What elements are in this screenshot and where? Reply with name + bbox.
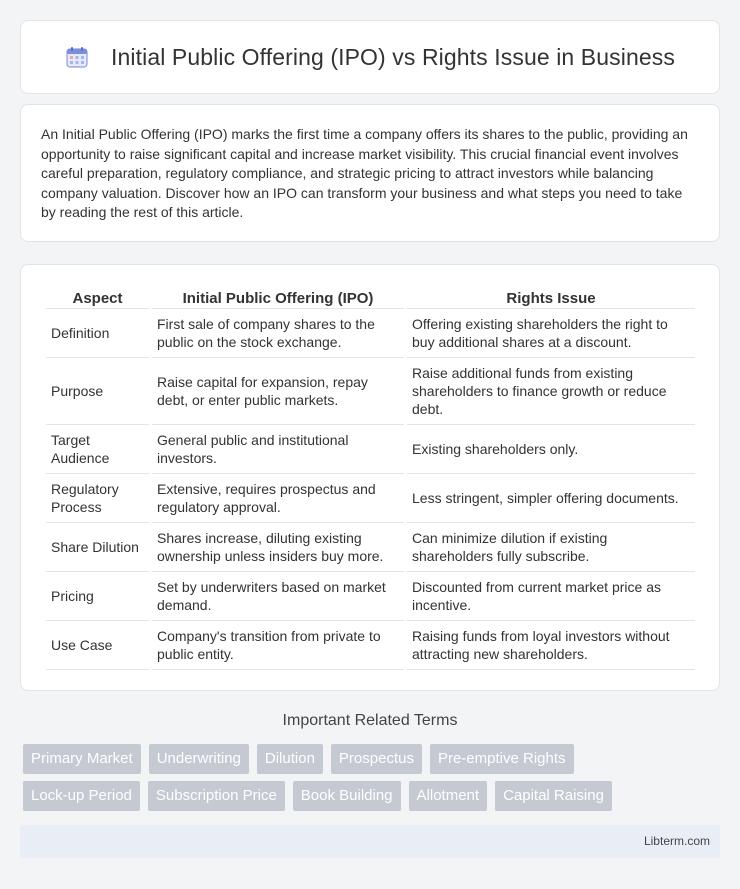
page-title: Initial Public Offering (IPO) vs Rights Issue in Business <box>111 43 675 70</box>
tag-dilution[interactable]: Dilution <box>257 744 323 774</box>
table-row <box>46 309 695 358</box>
footer-brand-link[interactable]: Libterm.com <box>643 834 710 848</box>
ipo-cell: First sale of company shares to the public on the stock exchange. <box>152 309 404 358</box>
rights-cell: Existing shareholders only. <box>407 425 695 474</box>
calendar-icon <box>65 45 89 69</box>
tag-book-building[interactable]: Book Building <box>293 781 401 811</box>
ipo-cell: Raise capital for expansion, repay debt, or enter public markets. <box>152 358 404 425</box>
rights-cell: Can minimize dilution if existing shareholders fully subscribe. <box>407 523 695 572</box>
tag-underwriting[interactable]: Underwriting <box>149 744 249 774</box>
intro-card <box>20 104 720 242</box>
table-header-row <box>46 283 695 309</box>
comparison-table <box>43 283 698 670</box>
footer <box>20 825 720 858</box>
related-terms-title: Important Related Terms <box>282 712 458 729</box>
tag-subscription-price[interactable]: Subscription Price <box>148 781 285 811</box>
tag-lock-up-period[interactable]: Lock-up Period <box>23 781 140 811</box>
table-row <box>46 621 695 670</box>
header-ipo: Initial Public Offering (IPO) <box>152 283 404 309</box>
rights-cell: Less stringent, simpler offering documents. <box>407 474 695 523</box>
ipo-cell: General public and institutional investors. <box>152 425 404 474</box>
table-row <box>46 474 695 523</box>
tag-capital-raising[interactable]: Capital Raising <box>495 781 612 811</box>
ipo-cell: Company's transition from private to public entity. <box>152 621 404 670</box>
ipo-cell: Extensive, requires prospectus and regulatory approval. <box>152 474 404 523</box>
tag-allotment[interactable]: Allotment <box>409 781 488 811</box>
tag-pre-emptive-rights[interactable]: Pre-emptive Rights <box>430 744 574 774</box>
aspect-cell: Target Audience <box>46 425 149 474</box>
table-row <box>46 572 695 621</box>
ipo-cell: Set by underwriters based on market demand. <box>152 572 404 621</box>
table-row <box>46 425 695 474</box>
comparison-card <box>20 264 720 691</box>
rights-cell: Offering existing shareholders the right to buy additional shares at a discount. <box>407 309 695 358</box>
aspect-cell: Share Dilution <box>46 523 149 572</box>
related-terms-row-2 <box>23 781 723 811</box>
tag-prospectus[interactable]: Prospectus <box>331 744 422 774</box>
rights-cell: Discounted from current market price as incentive. <box>407 572 695 621</box>
aspect-cell: Pricing <box>46 572 149 621</box>
intro-paragraph: An Initial Public Offering (IPO) marks the first time a company offers its shares to the public, providing an opportunity to raise significant capital and increase market visibility. This crucial financial event involves careful preparation, regulatory compliance, and strategic pricing to attract investors while balancing company valuation. Discover how an IPO can transform your business and what steps you need to take by reading the rest of this article. <box>41 126 688 221</box>
ipo-cell: Shares increase, diluting existing ownership unless insiders buy more. <box>152 523 404 572</box>
rights-cell: Raise additional funds from existing shareholders to finance growth or reduce debt. <box>407 358 695 425</box>
header-card <box>20 20 720 94</box>
table-row <box>46 358 695 425</box>
aspect-cell: Purpose <box>46 358 149 425</box>
header-rights-issue: Rights Issue <box>407 283 695 309</box>
table-row <box>46 523 695 572</box>
aspect-cell: Regulatory Process <box>46 474 149 523</box>
tag-primary-market[interactable]: Primary Market <box>23 744 141 774</box>
related-terms-row-1 <box>23 744 723 774</box>
aspect-cell: Use Case <box>46 621 149 670</box>
rights-cell: Raising funds from loyal investors without attracting new shareholders. <box>407 621 695 670</box>
aspect-cell: Definition <box>46 309 149 358</box>
header-aspect: Aspect <box>46 283 149 309</box>
